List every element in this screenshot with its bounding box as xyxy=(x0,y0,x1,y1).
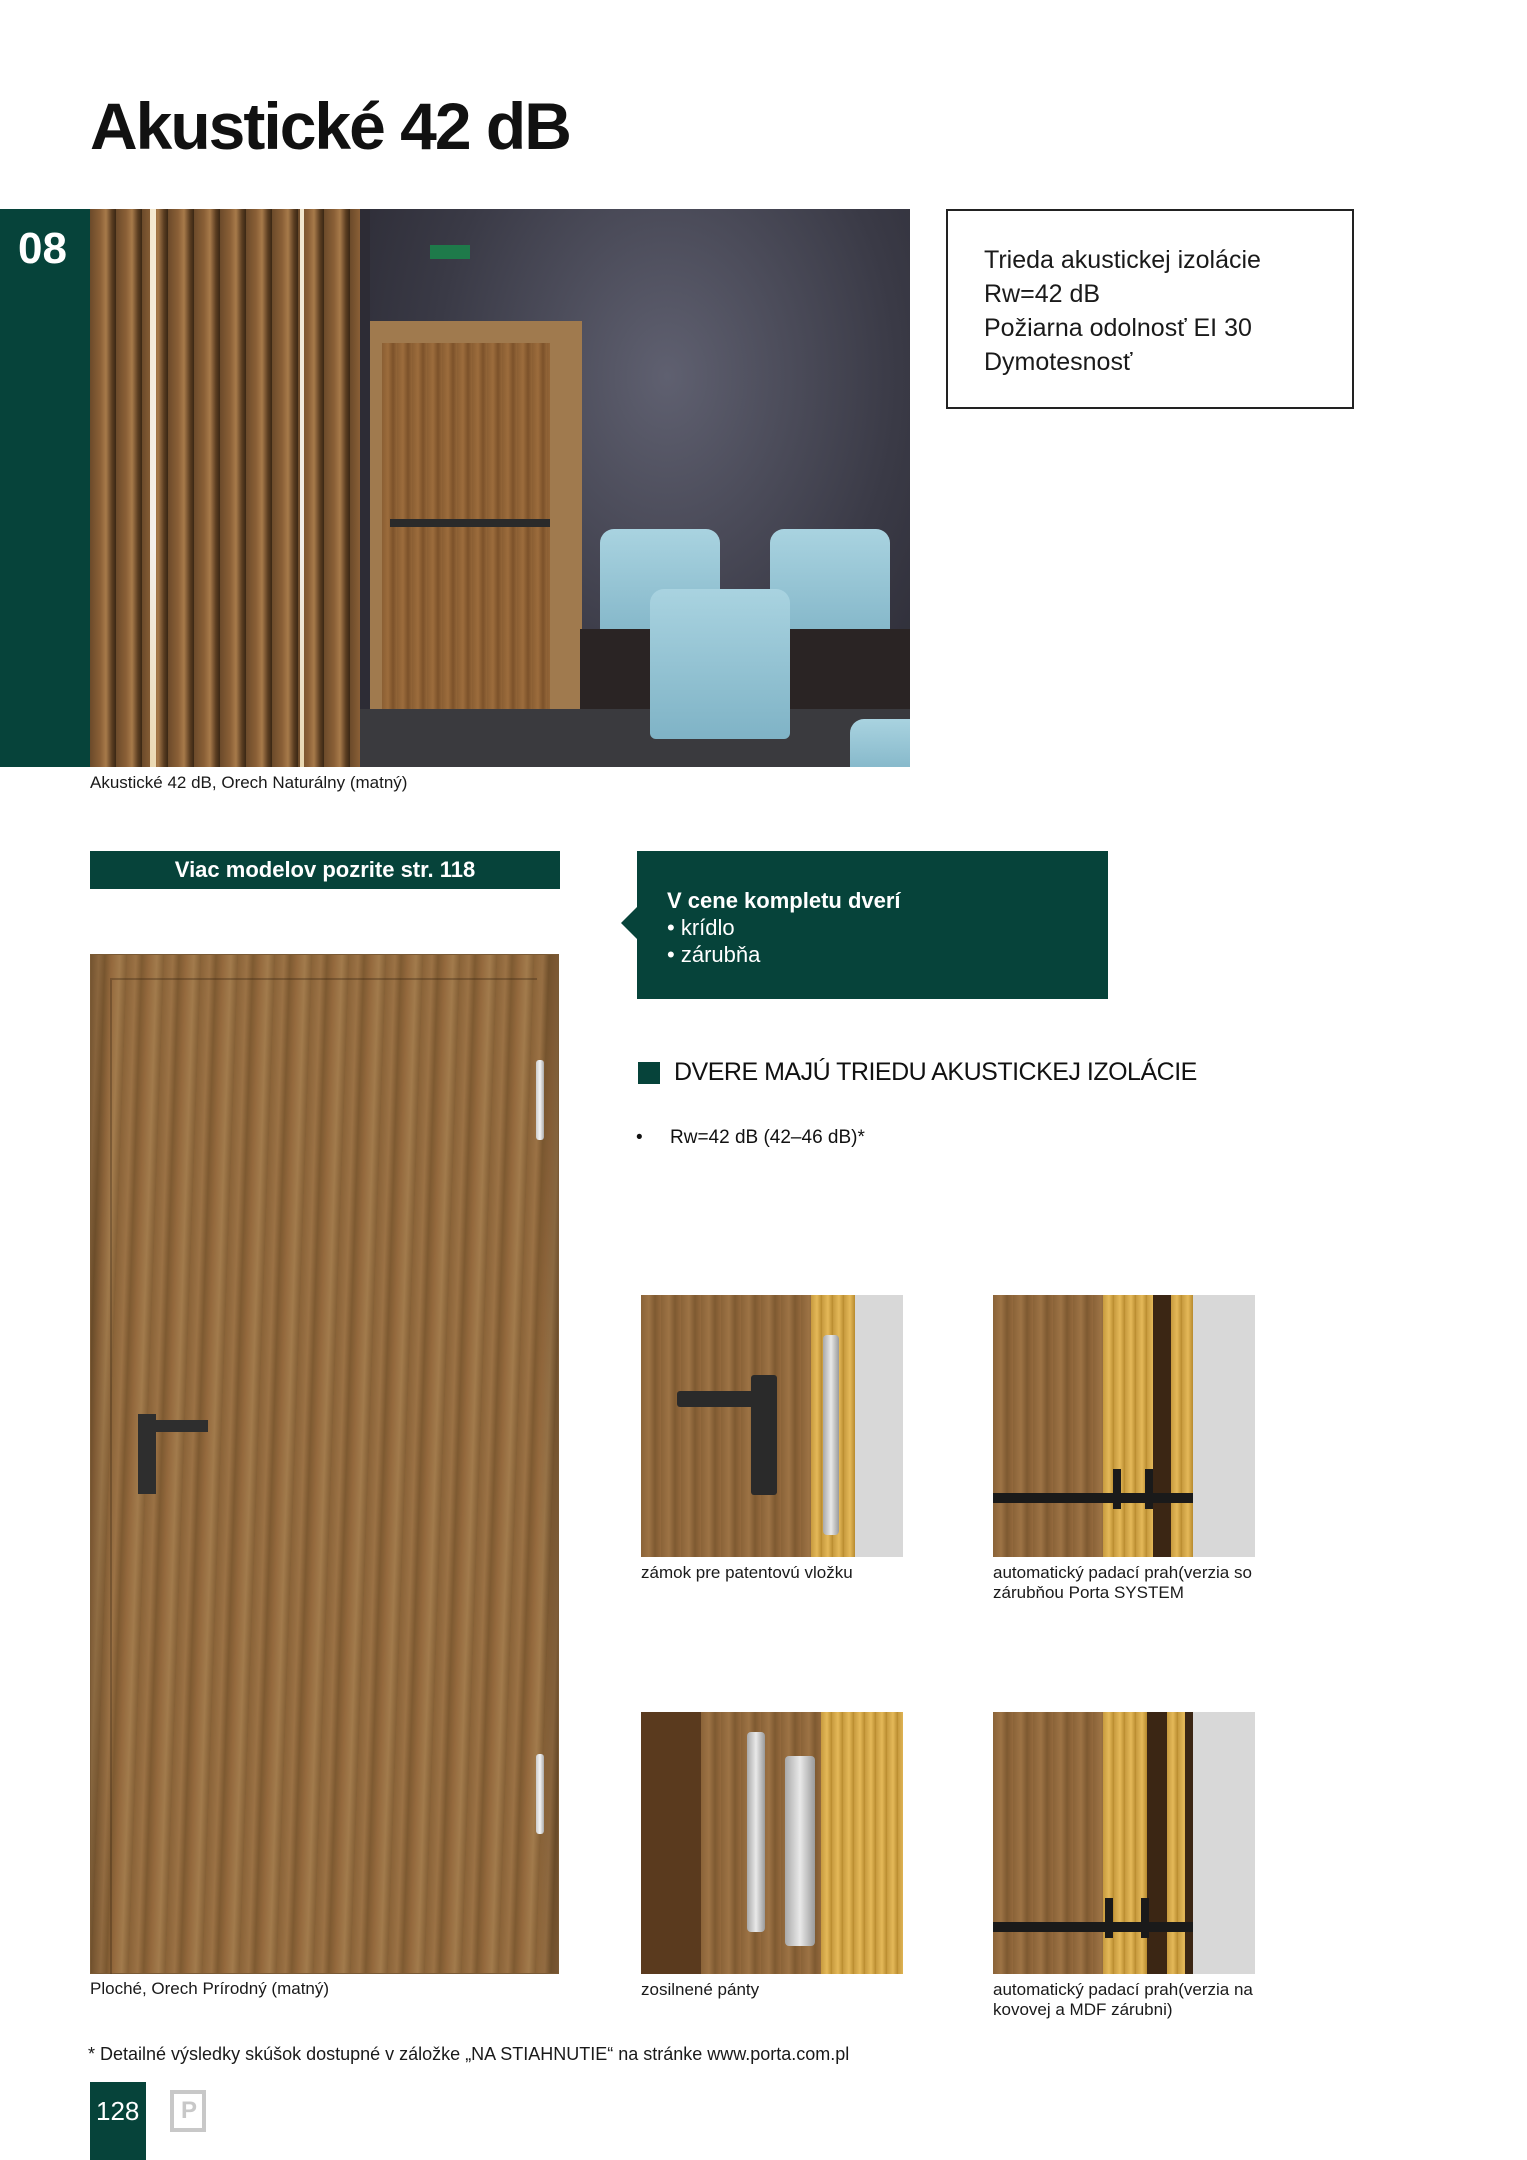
hero-caption: Akustické 42 dB, Orech Naturálny (matný) xyxy=(90,773,408,792)
hinge-thumbnail xyxy=(641,1712,903,1974)
spec-line: Požiarna odolnosť EI 30 xyxy=(984,314,1252,342)
features-heading: DVERE MAJÚ TRIEDU AKUSTICKEJ IZOLÁCIE xyxy=(674,1058,1197,1086)
page-title: Akustické 42 dB xyxy=(90,89,570,163)
section-tab xyxy=(0,209,90,767)
lock-thumbnail xyxy=(641,1295,903,1557)
spec-line: Rw=42 dB xyxy=(984,280,1101,308)
thumbnail-caption: automatický padací prah(verzia na kovovej a MDF zárubni) xyxy=(993,1980,1253,2019)
kit-contents-box xyxy=(637,851,1108,999)
thumbnail-caption: automatický padací prah(verzia so zárubňou Porta SYSTEM xyxy=(993,1563,1252,1602)
kit-item: • zárubňa xyxy=(667,942,761,967)
footnote: * Detailné výsledky skúšok dostupné v záložke „NA STIAHNUTIE“ na stránke www.porta.com.pl xyxy=(88,2044,850,2064)
porta-logo-icon: P xyxy=(170,2090,206,2132)
threshold-metal-thumbnail xyxy=(993,1712,1255,1974)
spec-line: Dymotesnosť xyxy=(984,348,1133,376)
kit-item: • krídlo xyxy=(667,915,735,940)
door-product-photo xyxy=(90,954,559,1974)
thumbnail-caption: zosilnené pánty xyxy=(641,1980,760,1999)
hero-interior-photo xyxy=(90,209,910,767)
door-caption: Ploché, Orech Prírodný (matný) xyxy=(90,1979,330,1998)
more-models-banner: Viac modelov pozrite str. 118 xyxy=(90,851,560,889)
heading-marker-icon xyxy=(638,1062,660,1084)
spec-line: Trieda akustickej izolácie xyxy=(984,246,1261,274)
thumbnail-caption: zámok pre patentovú vložku xyxy=(641,1563,853,1582)
threshold-thumbnail xyxy=(993,1295,1255,1557)
feature-bullet: • Rw=42 dB (42–46 dB)* xyxy=(636,1127,865,1148)
spec-box xyxy=(946,209,1354,409)
section-number: 08 xyxy=(18,224,67,273)
page-number: 128 xyxy=(96,2096,140,2126)
kit-title: V cene kompletu dverí xyxy=(667,888,901,913)
